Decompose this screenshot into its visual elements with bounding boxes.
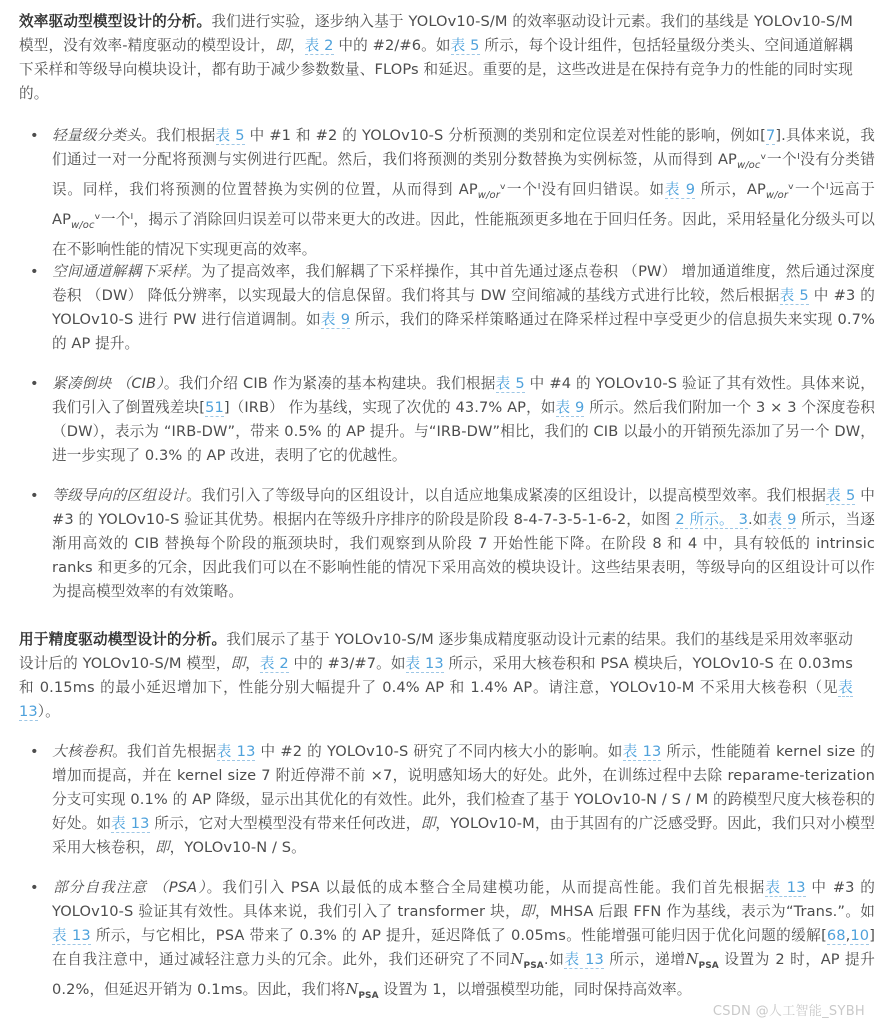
table-link[interactable]: 表 13: [765, 879, 806, 896]
table-link[interactable]: 表 9: [555, 399, 585, 416]
bullet-compact-inverted-block: • 紧凑倒块 （CIB）。我们介绍 CIB 作为紧凑的基本构建块。我们根据表 5 中 #4 的 YOLOv10-S 验证了其有效性。具体来说，我们引入了倒置残差块[51]（IRB） 作为基线，实现了次优的 43.7% AP，如表 9 所示。然后我们附加一个 3 × 3 个深度卷积 （DW），表示为 “IRB-DW”，带来 0.5% 的 AP 提升。与“IRB-DW”相比，我们的 CIB 以最小的开销预先添加了另一个 DW，进一步实现了 0.3% 的 AP 改进，表明了它的优越性。: [30, 372, 875, 468]
table-link[interactable]: 表 13: [405, 655, 444, 672]
table-link[interactable]: 表 9: [664, 180, 696, 198]
table-link[interactable]: 表 5: [826, 487, 856, 504]
citation-link[interactable]: 51: [205, 399, 224, 416]
table-link[interactable]: 表 13: [19, 679, 853, 720]
bullet-icon: •: [30, 375, 39, 392]
bullet-large-kernel-conv: • 大核卷积。我们首先根据表 13 中 #2 的 YOLOv10-S 研究了不同内核大小的影响。如表 13 所示，性能随着 kernel size 的增加而提高，并在 kernel size 7 附近停滞不前 ×7，说明感知场大的好处。此外，在训练过程中去除 reparame-terization 分支可实现 0.1% 的 AP 降级，显示出其优化的有效性。此外，我们检查了基于 YOLOv10-N / S / M 的跨模型尺度大核卷积的好处。如表 13 所示，它对大型模型没有带来任何改进，即，YOLOv10-M，由于其固有的广泛感受野。因此，我们只对小模型采用大核卷积，即，YOLOv10-N / S。: [30, 740, 875, 860]
table-link[interactable]: 表 5: [450, 37, 480, 54]
table-link[interactable]: 表 2: [259, 655, 289, 672]
bullet-title: 紧凑倒块 （CIB）: [52, 375, 164, 392]
bullet-title: 大核卷积: [52, 743, 113, 760]
bullet-decoupled-downsampling: • 空间通道解耦下采样。为了提高效率，我们解耦了下采样操作，其中首先通过逐点卷积 （PW） 增加通道维度，然后通过深度卷积 （DW） 降低分辨率，以实现最大的信息保留。我们将其与 DW 空间缩减的基线方式进行比较，然后根据表 5 中 #3 的 YOLOv10-S 进行 PW 进行信道调制。如表 9 所示，我们的降采样策略通过在降采样过程中享受更少的信息损失来实现 0.7% 的 AP 提升。: [30, 260, 875, 356]
citation-link[interactable]: 10: [850, 927, 870, 944]
bullet-icon: •: [30, 487, 39, 504]
section-heading: 用于精度驱动模型设计的分析。: [19, 631, 227, 648]
table-link[interactable]: 表 13: [111, 815, 150, 832]
bullet-title: 轻量级分类头: [52, 127, 142, 144]
figure-link[interactable]: 2 所示。 3: [675, 511, 748, 528]
table-link[interactable]: 表 2: [304, 37, 334, 54]
bullet-title: 等级导向的区组设计: [52, 487, 187, 504]
table-link[interactable]: 表 9: [320, 311, 351, 328]
table-link[interactable]: 表 9: [767, 511, 797, 528]
bullet-icon: •: [30, 743, 39, 760]
table-link[interactable]: 表 5: [779, 287, 809, 304]
paragraph-accuracy-analysis: 用于精度驱动模型设计的分析。我们展示了基于 YOLOv10-S/M 逐步集成精度驱动设计元素的结果。我们的基线是采用效率驱动设计后的 YOLOv10-S/M 模型，即，表 2 中的 #3/#7。如表 13 所示，采用大核卷积和 PSA 模块后，YOLOv10-S 在 0.03ms 和 0.15ms 的最小延迟增加下，性能分别大幅提升了 0.4% AP 和 1.4% AP。请注意，YOLOv10-M 不采用大核卷积（见表 13）。: [19, 631, 853, 720]
bullet-icon: •: [30, 263, 39, 280]
paragraph-efficiency-analysis: 效率驱动型模型设计的分析。我们进行实验，逐步纳入基于 YOLOv10-S/M 的效率驱动设计元素。我们的基线是 YOLOv10-S/M 模型，没有效率-精度驱动的模型设计，即，表 2 中的 #2/#6。如表 5 所示，每个设计组件，包括轻量级分类头、空间通道解耦下采样和等级导向模块设计，都有助于减少参数数量、FLOPs 和延迟。重要的是，这些改进是在保持有竞争力的性能的同时实现的。: [19, 13, 853, 102]
watermark: CSDN @人工智能_SYBH: [712, 1004, 865, 1019]
citation-link[interactable]: 68: [826, 927, 846, 944]
table-link[interactable]: 表 5: [495, 375, 525, 392]
table-link[interactable]: 表 13: [216, 743, 256, 760]
bullet-title: 部分自我注意 （PSA）: [52, 879, 207, 896]
bullet-partial-self-attention: • 部分自我注意 （PSA）。我们引入 PSA 以最低的成本整合全局建模功能，从而提高性能。我们首先根据表 13 中 #3 的 YOLOv10-S 验证其有效性。具体来说，我们引入了 transformer 块，即，MHSA 后跟 FFN 作为基线，表示为“Trans.”。如表 13 所示，与它相比，PSA 带来了 0.3% 的 AP 提升，延迟降低了 0.05ms。性能增强可能归因于优化问题的缓解[68,10]在自我注意中，通过减轻注意力头的冗余。此外，我们还研究了不同$N_{PSA}$.如表 13 所示，递增$N_{PSA}$ 设置为 2 时，AP 提升 0.2%，但延迟开销为 0.1ms。因此，我们将$N_{PSA}$ 设置为 1，以增强模型功能，同时保持高效率。: [30, 876, 875, 1008]
table-link[interactable]: 表 5: [215, 127, 245, 144]
bullet-lightweight-head: • 轻量级分类头。我们根据表 5 中 #1 和 #2 的 YOLOv10-S 分析预测的类别和定位误差对性能的影响，例如[7].具体来说，我们通过一对一分配将预测与实例进行匹配。然后，我们将预测的类别分数替换为实例标签，从而得到 $AP_{w/oc}ᵛ$一个ᴵ没有分类错误。同样，我们将预测的位置替换为实例的位置，从而得到 $AP_{w/or}ᵛ$一个ᴵ没有回归错误。如表 9 所示，$AP_{w/or}ᵛ$一个ᴵ远高于 $AP_{w/oc}ᵛ$一个ᴵ，揭示了消除回归误差可以带来更大的改进。因此，性能瓶颈更多地在于回归任务。因此，采用轻量化分级头可以在不影响性能的情况下实现更高的效率。: [30, 124, 875, 262]
section-heading: 效率驱动型模型设计的分析。: [19, 13, 212, 30]
bullet-rank-guided-block: • 等级导向的区组设计。我们引入了等级导向的区组设计，以自适应地集成紧凑的区组设计，以提高模型效率。我们根据表 5 中 #3 的 YOLOv10-S 验证其优势。根据内在等级升序排序的阶段是阶段 8-4-7-3-5-1-6-2，如图 2 所示。 3.如表 9 所示，当逐渐用高效的 CIB 替换每个阶段的瓶颈块时，我们观察到从阶段 7 开始性能下降。在阶段 8 和 4 中，具有较低的 intrinsic ranks 和更多的冗余，因此我们可以在不影响性能的情况下采用高效的模块设计。这些结果表明，等级导向的区组设计可以作为提高模型效率的有效策略。: [30, 484, 875, 604]
table-link[interactable]: 表 13: [622, 743, 662, 760]
table-link[interactable]: 表 13: [564, 951, 604, 968]
table-link[interactable]: 表 13: [52, 927, 91, 944]
bullet-title: 空间通道解耦下采样: [52, 263, 187, 280]
citation-link[interactable]: 7: [765, 127, 776, 144]
bullet-icon: •: [30, 879, 39, 896]
bullet-icon: •: [30, 127, 39, 144]
